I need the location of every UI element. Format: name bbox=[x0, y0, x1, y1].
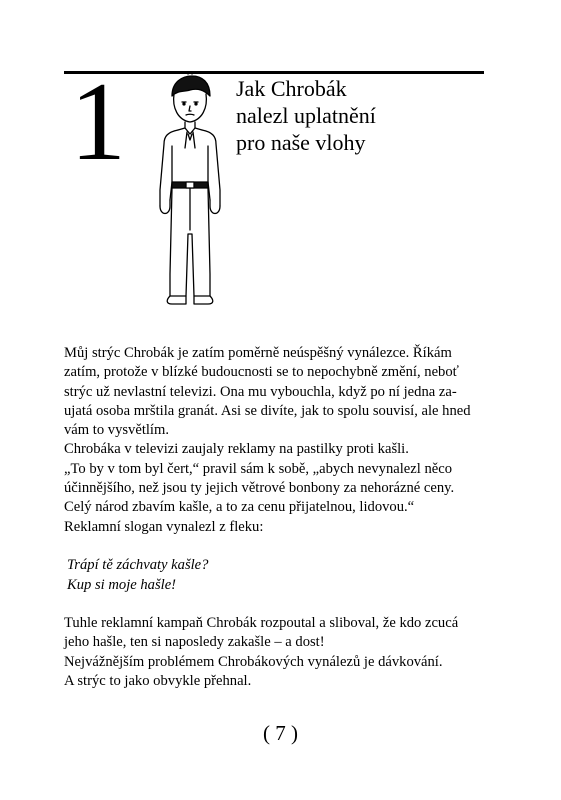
paragraph: Reklamní slogan vynalezl z fleku: bbox=[64, 518, 264, 535]
paragraph-line: Celý národ zbavím kašle, a to za cenu přijatelnou, lidovou.“ bbox=[64, 499, 415, 516]
paragraph-line: Tuhle reklamní kampaň Chrobák rozpoutal a sliboval, že kdo zcucá bbox=[64, 615, 459, 632]
slogan-line: Trápí tě záchvaty kašle? bbox=[67, 557, 209, 574]
page-number: ( 7 ) bbox=[263, 721, 298, 745]
chapter-title-line: nalezl uplatnění bbox=[236, 103, 376, 128]
paragraph-line: „To by v tom byl čert,“ pravil sám k sobě, „abych nevynalezl něco bbox=[64, 460, 453, 477]
paragraph-line: jeho hašle, ten si naposledy zakašle – a dost! bbox=[64, 634, 325, 651]
paragraph-line: ujatá osoba mrštila granát. Asi se divíte, jak to spolu souvisí, ale hned bbox=[64, 402, 471, 419]
chapter-title bbox=[236, 75, 376, 156]
paragraph-line: Můj strýc Chrobák je zatím poměrně neúspěšný vynálezce. Říkám bbox=[64, 345, 452, 361]
boy-illustration bbox=[150, 74, 230, 310]
paragraph-line: účinnějšího, než jsou ty jejich větrové bonbony za nehorázné ceny. bbox=[64, 480, 455, 497]
chapter-number: 1 bbox=[70, 60, 126, 184]
paragraph-line: vám to vysvětlím. bbox=[64, 422, 169, 439]
paragraph-line: strýc už nevlastní televizi. Ona mu vybouchla, když po ní jedna za- bbox=[64, 383, 457, 400]
chapter-body bbox=[64, 344, 484, 691]
chapter-title-line: pro naše vlohy bbox=[236, 130, 366, 155]
chapter-title-line: Jak Chrobák bbox=[236, 76, 347, 101]
slogan-line: Kup si moje hašle! bbox=[67, 576, 177, 593]
paragraph-line: Nejvážnějším problémem Chrobákových vynálezů je dávkování. bbox=[64, 653, 443, 670]
paragraph-line: zatím, protože v blízké budoucnosti se to nepochybně změní, neboť bbox=[64, 364, 459, 381]
header-rule bbox=[64, 71, 484, 74]
paragraph-line: A strýc to jako obvykle přehnal. bbox=[64, 673, 252, 690]
paragraph: Chrobáka v televizi zaujaly reklamy na pastilky proti kašli. bbox=[64, 441, 409, 458]
